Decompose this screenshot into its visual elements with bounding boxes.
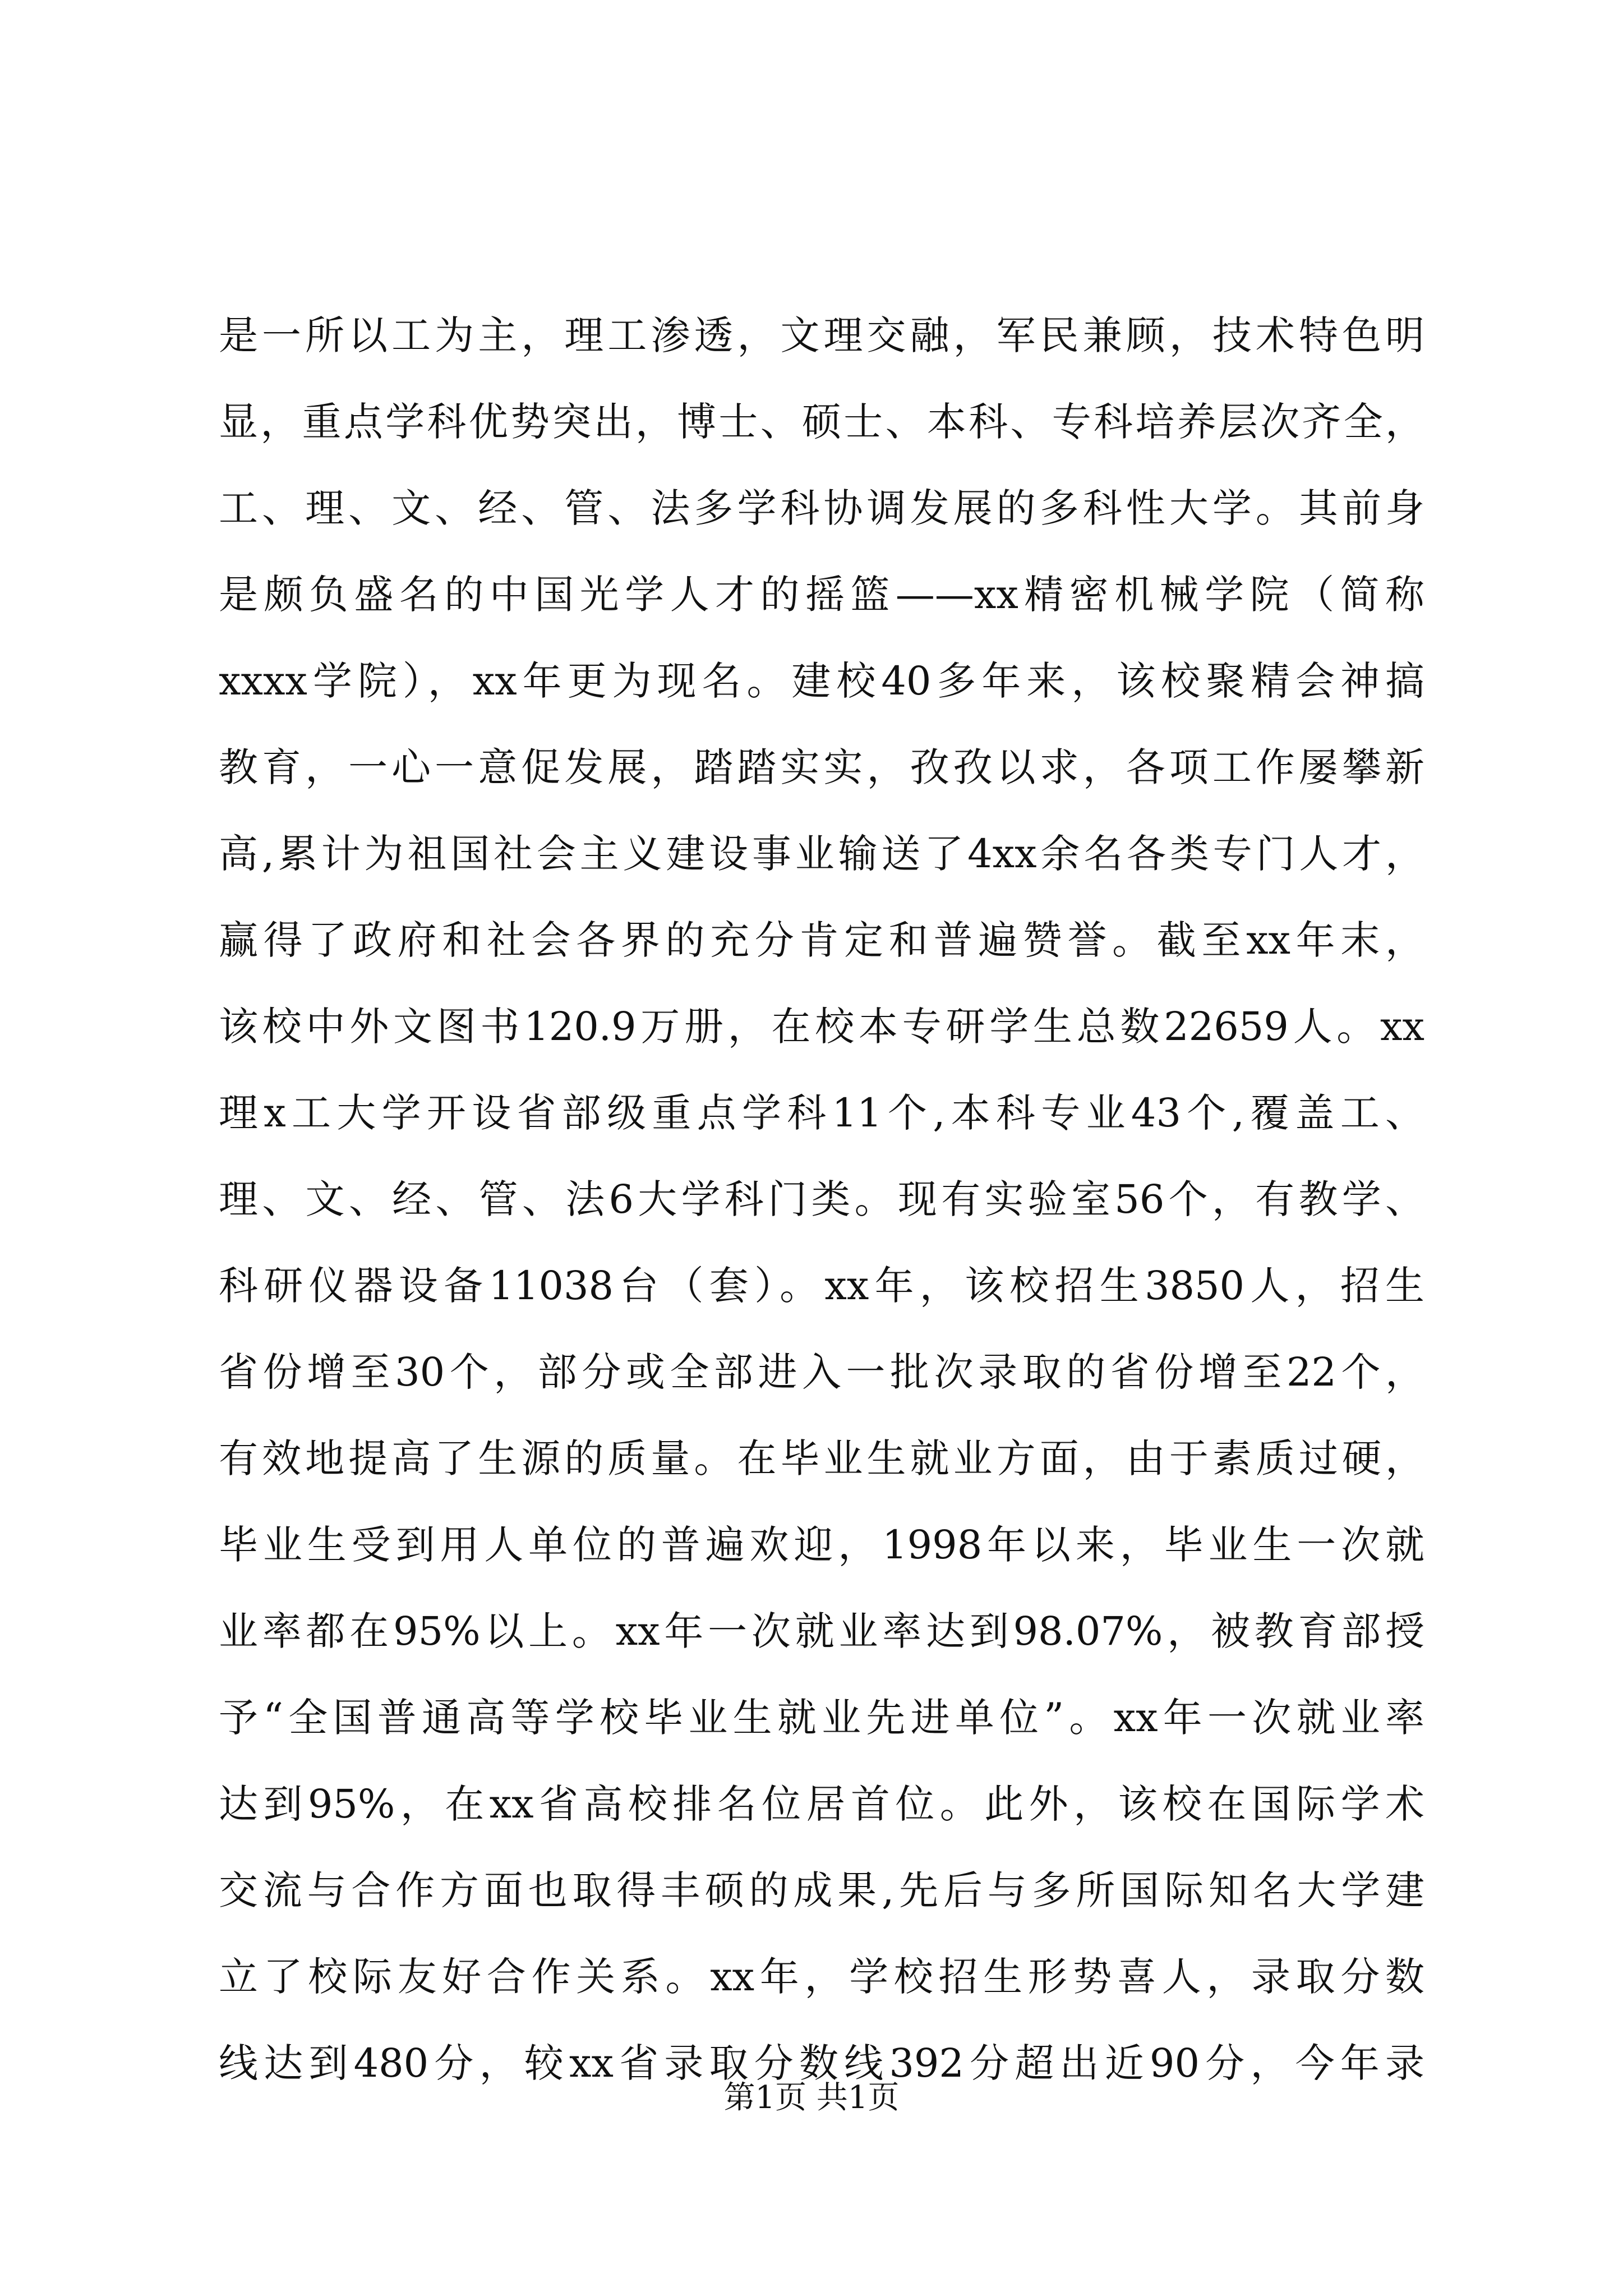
body-line: 立了校际友好合作关系。xx年，学校招生形势喜人，录取分数 [219,1954,1424,2000]
body-line: 是一所以工为主，理工渗透，文理交融，军民兼顾，技术特色明 [219,312,1424,358]
body-line: 有效地提高了生源的质量。在毕业生就业方面，由于素质过硬， [219,1435,1424,1481]
body-line: 显，重点学科优势突出，博士、硕士、本科、专科培养层次齐全， [219,399,1424,445]
body-line: 毕业生受到用人单位的普遍欢迎，1998年以来，毕业生一次就 [219,1522,1424,1568]
body-line: 业率都在95%以上。xx年一次就业率达到98.07%，被教育部授 [219,1608,1424,1654]
body-line: 高,累计为祖国社会主义建设事业输送了4xx余名各类专门人才， [219,831,1424,877]
body-line: xxxx学院），xx年更为现名。建校40多年来，该校聚精会神搞 [219,658,1424,704]
body-line: 科研仪器设备11038台（套）。xx年，该校招生3850人，招生 [219,1263,1424,1309]
body-text [219,307,1424,2122]
body-line: 理、文、经、管、法6大学科门类。现有实验室56个，有教学、 [219,1176,1424,1222]
body-line: 交流与合作方面也取得丰硕的成果,先后与多所国际知名大学建 [219,1867,1424,1913]
body-line: 予“全国普通高等学校毕业生就业先进单位”。xx年一次就业率 [219,1695,1424,1741]
body-line: 达到95%，在xx省高校排名位居首位。此外，该校在国际学术 [219,1781,1424,1827]
body-line: 是颇负盛名的中国光学人才的摇篮——xx精密机械学院（简称 [219,572,1424,618]
body-line: 省份增至30个，部分或全部进入一批次录取的省份增至22个， [219,1349,1424,1395]
body-line: 理x工大学开设省部级重点学科11个,本科专业43个,覆盖工、 [219,1090,1424,1136]
body-line: 该校中外文图书120.9万册，在校本专研学生总数22659人。xx [219,1004,1424,1050]
body-line: 赢得了政府和社会各界的充分肯定和普遍赞誉。截至xx年末， [219,917,1424,963]
page-footer: 第1页 共1页 [723,2079,900,2116]
body-line: 线达到480分，较xx省录取分数线392分超出近90分，今年录 [219,2040,1424,2086]
body-line: 工、理、文、经、管、法多学科协调发展的多科性大学。其前身 [219,485,1424,531]
body-line: 教育，一心一意促发展，踏踏实实，孜孜以求，各项工作屡攀新 [219,744,1424,790]
